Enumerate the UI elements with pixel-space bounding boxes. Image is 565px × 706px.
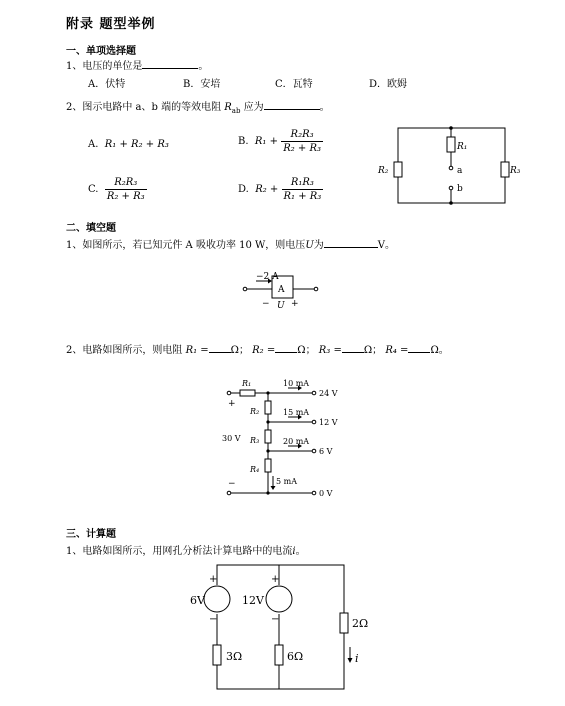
question-text: 1、如图所示，若已知元件 A 吸收功率 10 W，则电压 (66, 240, 306, 251)
voltage-label: U (277, 301, 285, 311)
plus-sign: + (228, 399, 236, 409)
current-arrow-i (348, 658, 353, 663)
label-i3: 20 mA (283, 437, 310, 446)
label-vs: 30 V (222, 434, 241, 443)
label-3ohm: 3Ω (226, 650, 243, 663)
question-end: 。 (198, 61, 209, 72)
current-label: −2 A (256, 272, 279, 282)
var-sub: ab (231, 107, 241, 115)
label-6ohm: 6Ω (287, 650, 304, 663)
option-b: B．安培 (183, 79, 221, 90)
r3-label: R₃ = (318, 345, 342, 356)
label-i1: 10 mA (283, 379, 310, 388)
r2-label: R₂ = (252, 345, 276, 356)
mesh-frame (217, 565, 344, 689)
question-text: 2、电路如图所示，则电阻 (66, 345, 183, 356)
plus-6v: + (209, 574, 218, 585)
question-end: 。 (438, 345, 449, 356)
frac-den: R₂ + R₃ (106, 191, 145, 202)
choice-label: D. (238, 184, 249, 195)
label-v3: 6 V (319, 447, 333, 456)
frac-num: R₁R₃ (282, 176, 324, 190)
var-i: i (292, 546, 296, 557)
minus-sign: − (228, 479, 236, 489)
question-end: 。 (319, 102, 330, 113)
sep: ； (305, 345, 316, 356)
unit: Ω (230, 345, 239, 356)
frac-den: R₁ + R₃ (283, 191, 322, 202)
section-heading-calc: 三、计算题 (66, 529, 116, 540)
choice-label: B. (238, 136, 249, 147)
label-i: i (355, 652, 359, 665)
choice-formula: R₁ + R₂ + R₃ (104, 139, 169, 150)
label-r3: R₃ (510, 166, 521, 176)
choice-label: A. (88, 139, 99, 150)
option-d: D．欧姆 (369, 79, 408, 90)
section-heading-fill: 二、填空题 (66, 223, 116, 234)
choice-label: C. (88, 184, 99, 195)
resistor-6ohm (275, 645, 283, 665)
minus-sign: − (262, 299, 270, 309)
unit: Ω (430, 345, 439, 356)
sep: ； (372, 345, 383, 356)
r1-label: R₁ = (185, 345, 209, 356)
choice-prefix: R₁ + (254, 136, 278, 147)
label-r1: R₁ (457, 142, 468, 152)
plus-12v: + (271, 574, 280, 585)
var-u: U (305, 240, 314, 251)
label-v1: 24 V (319, 389, 338, 398)
element-label: A (278, 285, 285, 295)
label-a: a (457, 166, 463, 176)
label-r2: R₂ (378, 166, 389, 176)
sep: ； (238, 345, 249, 356)
page-title: 附录 题型举例 (66, 17, 156, 32)
unit: Ω (297, 345, 306, 356)
var-r: R (224, 102, 232, 113)
frac-num: R₂R₃ (281, 128, 323, 142)
question-text: 1、电压的单位是 (66, 61, 143, 72)
label-i4: 5 mA (276, 477, 297, 486)
question-text-b: 为 (313, 240, 324, 251)
label-2ohm: 2Ω (352, 617, 369, 630)
minus-6v: − (209, 614, 218, 625)
label-r2: R₂ (250, 407, 260, 416)
section-heading-choice: 一、单项选择题 (66, 46, 136, 57)
voltage-source-6v (204, 586, 230, 612)
resistor-2ohm (340, 613, 348, 633)
plus-sign: + (291, 299, 299, 309)
option-a: A．伏特 (88, 79, 126, 90)
label-6v: 6V (190, 594, 205, 607)
minus-12v: − (271, 614, 280, 625)
unit: Ω (363, 345, 373, 356)
option-c: C．瓦特 (275, 79, 313, 90)
question-end: 。 (295, 546, 306, 557)
label-r3: R₃ (250, 436, 260, 445)
question-end: V。 (377, 240, 395, 251)
r4-label: R₄ = (385, 345, 409, 356)
voltage-source-12v (266, 586, 292, 612)
label-12v: 12V (242, 594, 264, 607)
question-text-b: 应为 (240, 102, 264, 113)
frac-den: R₂ + R₃ (283, 143, 321, 154)
label-v4: 0 V (319, 489, 333, 498)
label-b: b (457, 184, 463, 194)
question-text: 2、图示电路中 a、b 端的等效电阻 (66, 102, 225, 113)
label-r4: R₄ (250, 465, 260, 474)
choice-prefix: R₂ + (255, 184, 279, 195)
label-v2: 12 V (319, 418, 338, 427)
frac-num: R₂R₃ (105, 176, 147, 190)
question-text: 1、电路如图所示，用网孔分析法计算电路中的电流 (66, 546, 293, 557)
label-i2: 15 mA (283, 408, 310, 417)
label-r1: R₁ (242, 379, 252, 388)
resistor-3ohm (213, 645, 221, 665)
